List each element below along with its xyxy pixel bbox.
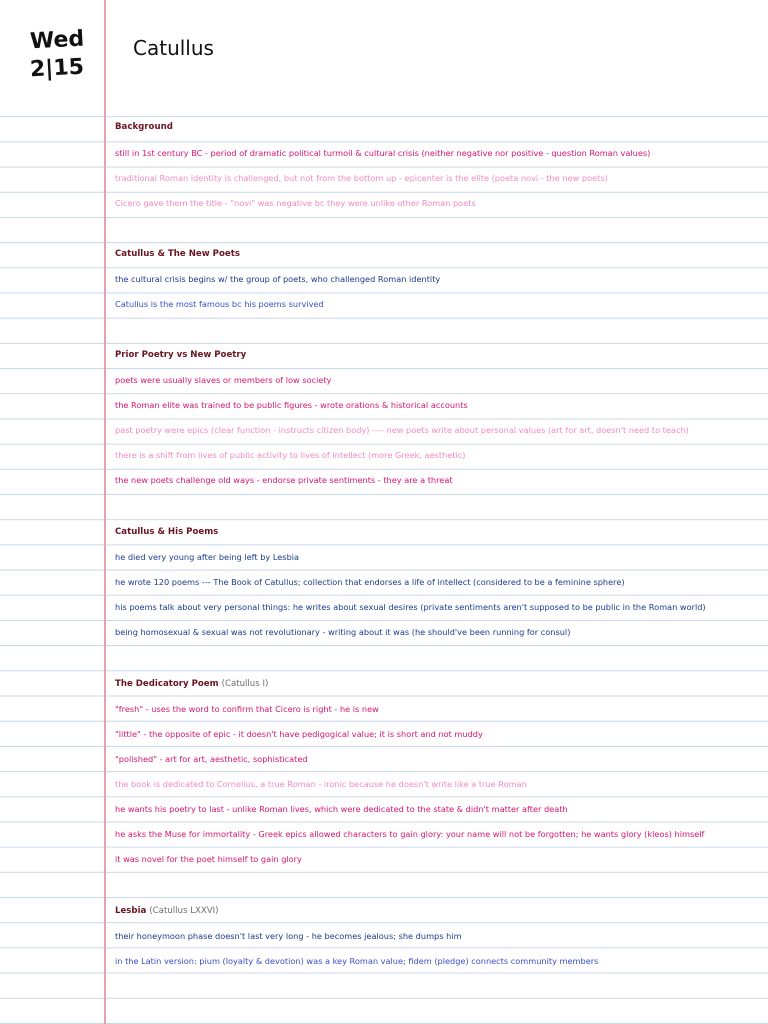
note-line: the cultural crisis begins w/ the group of poets, who challenged Roman identity xyxy=(115,274,441,284)
heading-text: Lesbia xyxy=(115,906,147,916)
heading-text: The Dedicatory Poem xyxy=(115,679,219,689)
note-line: the book is dedicated to Cornelius, a true Roman - ironic because he doesn't write like a true Roman xyxy=(115,779,527,789)
note-line: being homosexual & sexual was not revolutionary - writing about it was (he should've been running for consul) xyxy=(115,627,571,637)
note-line: past poetry were epics (clear function - instructs citizen body) ---- new poets write about personal values (art for art, doesn't need to teach) xyxy=(115,425,689,435)
note-line: "little" - the opposite of epic - it doesn't have pedigogical value; it is short and not muddy xyxy=(115,729,483,739)
section-heading-lesbia xyxy=(115,906,219,917)
note-line: poets were usually slaves or members of low society xyxy=(115,375,332,385)
page-title: Catullus xyxy=(133,36,214,60)
section-heading-dedicatory-poem xyxy=(115,679,268,690)
note-line: Cicero gave them the title - "novi" was negative bc they were unlike other Roman poets xyxy=(115,198,476,208)
date-day: Wed xyxy=(29,26,85,55)
note-line: Catullus is the most famous bc his poems survived xyxy=(115,299,324,309)
note-line: it was novel for the poet himself to gain glory xyxy=(115,854,302,864)
note-line: traditional Roman identity is challenged, but not from the bottom up - epicenter is the elite (poeta novi - the new poets) xyxy=(115,173,608,183)
note-line: there is a shift from lives of public activity to lives of intellect (more Greek, aesthetic) xyxy=(115,450,466,460)
note-line: still in 1st century BC - period of dramatic political turmoil & cultural crisis (neither negative nor positive - question Roman values) xyxy=(115,148,651,158)
note-line: their honeymoon phase doesn't last very long - he becomes jealous; she dumps him xyxy=(115,931,462,941)
note-line: in the Latin version: pium (loyalty & devotion) was a key Roman value; fidem (pledge) connects community members xyxy=(115,956,599,966)
margin-line xyxy=(104,0,106,1024)
header-area xyxy=(0,0,768,112)
section-heading-his-poems: Catullus & His Poems xyxy=(115,527,219,537)
note-line: he wrote 120 poems --- The Book of Catullus; collection that endorses a life of intellect (considered to be a feminine sphere) xyxy=(115,577,625,587)
note-line: he died very young after being left by Lesbia xyxy=(115,552,300,562)
note-line: "polished" - art for art, aesthetic, sophisticated xyxy=(115,754,308,764)
note-line: his poems talk about very personal things: he writes about sexual desires (private sentiments aren't supposed to be public in the Roman world) xyxy=(115,602,706,612)
section-heading-background: Background xyxy=(115,122,173,132)
note-line: the Roman elite was trained to be public figures - wrote orations & historical accounts xyxy=(115,400,468,410)
note-line: "fresh" - uses the word to confirm that Cicero is right - he is new xyxy=(115,704,379,714)
date-number: 2|15 xyxy=(29,54,85,83)
note-line: he asks the Muse for immortality - Greek epics allowed characters to gain glory: your name will not be forgotten; he wants glory (kleos) himself xyxy=(115,829,705,839)
section-heading-prior-poetry: Prior Poetry vs New Poetry xyxy=(115,350,247,360)
note-line: the new poets challenge old ways - endorse private sentiments - they are a threat xyxy=(115,475,453,485)
poem-reference: (Catullus I) xyxy=(221,679,269,689)
section-heading-new-poets: Catullus & The New Poets xyxy=(115,249,240,259)
note-line: he wants his poetry to last - unlike Roman lives, which were dedicated to the state & didn't matter after death xyxy=(115,804,568,814)
poem-reference: (Catullus LXXVI) xyxy=(149,906,219,916)
